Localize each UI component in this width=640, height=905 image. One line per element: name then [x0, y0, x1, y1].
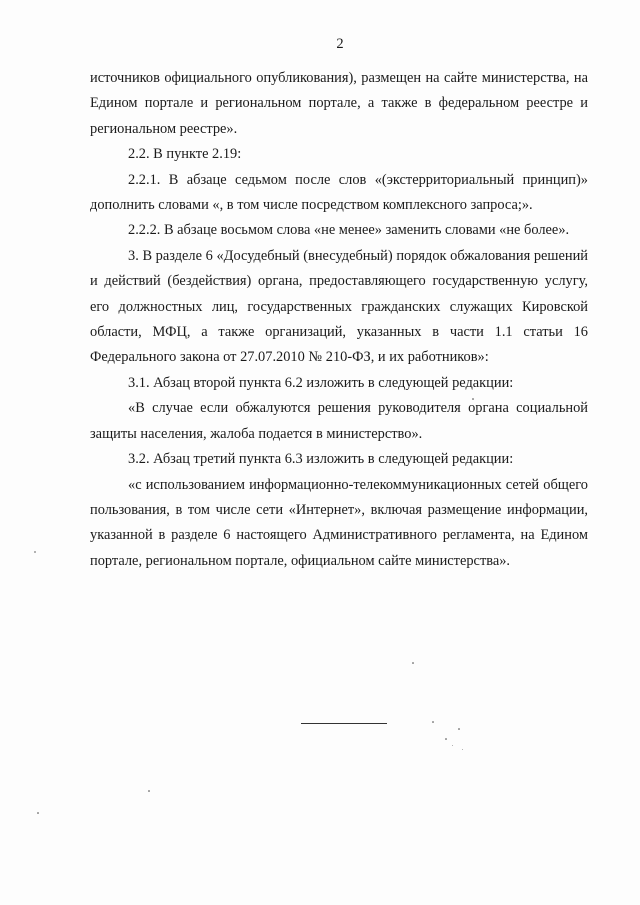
closing-divider-line: [301, 723, 387, 724]
scan-speck: [148, 790, 150, 792]
scan-speck: [452, 745, 453, 746]
scan-speck: [462, 749, 463, 750]
scan-speck: [34, 551, 36, 553]
scan-speck: [445, 738, 447, 740]
scan-speck: [37, 812, 39, 814]
page-number: 2: [336, 36, 344, 52]
paragraph-2-2-2: 2.2.2. В абзаце восьмом слова «не менее» заменить словами «не более».: [128, 222, 570, 239]
scan-speck: [412, 662, 414, 664]
paragraph-2-2: 2.2. В пункте 2.19:: [128, 146, 242, 163]
paragraph-3-1: 3.1. Абзац второй пункта 6.2 изложить в следующей редакции:: [128, 374, 514, 391]
paragraph-3-2: 3.2. Абзац третий пункта 6.3 изложить в следующей редакции:: [128, 451, 514, 468]
scan-speck: [432, 721, 434, 723]
paragraph-3: 3. В разделе 6 «Досудебный (внесудебный) порядок обжалования решений и действий (бездействия) органа, предоставляющего государственную услугу, его должностных лиц, государственных гражданских служащих Кировской области, МФЦ, а также организаций, указанных в части 1.1 статьи 16 Федерального закона от 27.07.2010 № 210-ФЗ, и их работников»:: [90, 247, 588, 366]
paragraph-3-1-quote: «В случае если обжалуются решения руководителя органа социальной защиты населения, жалоба подается в министерство».: [90, 400, 588, 442]
paragraph-2-2-1: 2.2.1. В абзаце седьмом после слов «(экстерриториальный принцип)» дополнить словами «, в том числе посредством комплексного запроса;».: [90, 171, 588, 214]
paragraph-continuation: источников официального опубликования), размещен на сайте министерства, на Едином портале и региональном портале, а также в федеральном реестре и региональном реестре».: [90, 70, 588, 137]
scan-speck: [458, 728, 460, 730]
document-body: [90, 66, 588, 574]
scan-speck: [472, 398, 474, 400]
paragraph-3-2-quote: «с использованием информационно-телекоммуникационных сетей общего пользования, в том числе сети «Интернет», включая размещение информации, указанной в разделе 6 настоящего Административного регламента, на Едином портале, региональном портале, официальном сайте министерства».: [90, 476, 588, 569]
